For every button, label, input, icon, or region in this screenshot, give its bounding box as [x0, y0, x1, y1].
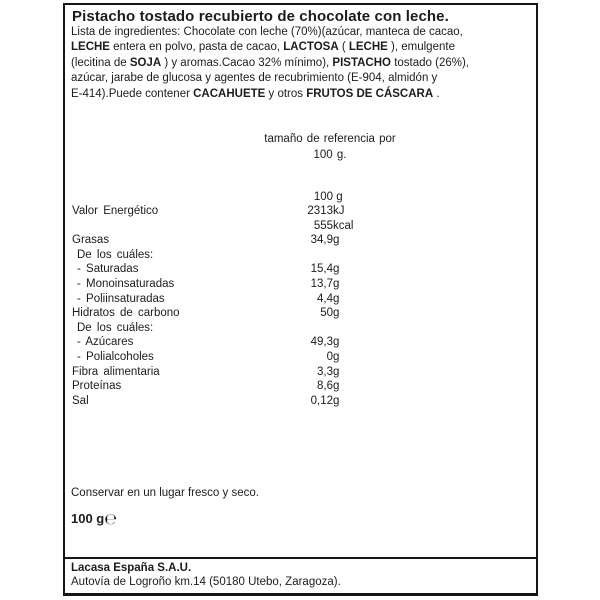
nutrition-row-number: 2313	[307, 205, 333, 217]
reference-header-line-1: tamaño de referencia por	[264, 133, 396, 145]
nutrition-row-label: De los cuáles:	[77, 248, 154, 261]
net-weight	[71, 510, 117, 528]
nutrition-row-value	[243, 292, 339, 307]
nutrition-row-value	[243, 204, 345, 219]
nutrition-row-label: - Poliinsaturadas	[77, 292, 165, 305]
nutrition-row-unit: g	[333, 307, 340, 320]
nutrition-row-label: - Azúcares	[77, 336, 134, 349]
nutrition-row-value	[243, 321, 333, 336]
nutrition-row-label: Valor Energético	[72, 205, 159, 217]
nutrition-row-number: 15,4	[310, 263, 333, 276]
nutrition-row-number: 0,12	[310, 394, 333, 407]
nutrition-row	[65, 204, 536, 219]
nutrition-row-value	[243, 350, 339, 365]
footer-divider	[65, 557, 536, 559]
nutrition-row-unit: g	[333, 277, 340, 290]
storage-instructions: Conservar en un lugar fresco y seco.	[71, 487, 259, 499]
net-weight-value: 100 g	[71, 511, 105, 526]
company-address: Autovía de Logroño km.14 (50180 Utebo, Zaragoza).	[71, 576, 341, 588]
nutrition-row-value	[243, 379, 339, 394]
product-label	[63, 3, 538, 596]
estimated-sign: ℮	[104, 510, 118, 528]
nutrition-row-label: - Saturadas	[77, 263, 139, 276]
ingredient-line: E-414).Puede contener CACAHUETE y otros FRUTOS DE CÁSCARA .	[71, 87, 440, 100]
nutrition-row-unit: g	[333, 380, 340, 393]
nutrition-row	[65, 248, 536, 263]
nutrition-row-unit: g	[333, 350, 340, 363]
nutrition-row-value	[243, 365, 339, 380]
nutrition-row	[65, 394, 536, 409]
ingredients-text	[71, 25, 469, 102]
nutrition-row-label: Grasas	[72, 234, 110, 247]
nutrition-row-label: Sal	[72, 394, 89, 407]
nutrition-reference-header	[195, 131, 465, 163]
nutrition-row-number: 4,4	[317, 292, 333, 305]
nutrition-row	[65, 292, 536, 307]
nutrition-row	[65, 379, 536, 394]
nutrition-row	[65, 335, 536, 350]
nutrition-row-number: 3,3	[317, 365, 333, 378]
product-title: Pistacho tostado recubierto de chocolate con leche.	[72, 8, 449, 25]
nutrition-row-number: 8,6	[317, 380, 333, 393]
nutrition-row-value	[243, 219, 353, 234]
nutrition-row-label: Proteínas	[72, 380, 122, 393]
column-header-value	[243, 190, 343, 205]
nutrition-row	[65, 233, 536, 248]
ingredient-line: azúcar, jarabe de glucosa y agentes de recubrimiento (E-904, almidón y	[71, 72, 438, 85]
nutrition-table	[65, 204, 536, 408]
nutrition-row-value	[243, 335, 339, 350]
nutrition-row-value	[243, 248, 333, 263]
nutrition-row-unit: g	[333, 263, 340, 276]
nutrition-row	[65, 321, 536, 336]
ingredient-line: LECHE entera en polvo, pasta de cacao, LACTOSA ( LECHE ), emulgente	[71, 41, 455, 54]
nutrition-row-label: - Polialcoholes	[77, 350, 154, 363]
nutrition-row-number: 0	[326, 350, 333, 363]
nutrition-row-label: Fibra alimentaria	[72, 365, 160, 378]
nutrition-column-header	[65, 190, 536, 205]
column-header-amount: 100	[313, 191, 333, 203]
nutrition-row-number: 34,9	[310, 234, 333, 247]
company-name: Lacasa España S.A.U.	[71, 562, 192, 574]
nutrition-row-unit: g	[333, 292, 340, 305]
nutrition-row	[65, 350, 536, 365]
ingredient-line: Lista de ingredientes: Chocolate con leche (70%)(azúcar, manteca de cacao,	[71, 26, 463, 38]
nutrition-row-number: 50	[320, 307, 333, 320]
nutrition-row-unit: g	[333, 234, 340, 247]
nutrition-row-label: Hidratos de carbono	[72, 307, 180, 320]
nutrition-row-value	[243, 306, 339, 321]
nutrition-row	[65, 262, 536, 277]
nutrition-row-unit: g	[333, 365, 340, 378]
nutrition-row-unit: kcal	[333, 219, 354, 232]
column-header-unit: g	[333, 191, 343, 203]
nutrition-row-number: 555	[313, 219, 333, 232]
nutrition-row-value	[243, 233, 339, 248]
nutrition-row-value	[243, 277, 339, 292]
nutrition-row-unit: g	[333, 336, 340, 349]
nutrition-row	[65, 277, 536, 292]
reference-header-line-2: 100 g.	[313, 149, 347, 161]
nutrition-row-value	[243, 262, 339, 277]
nutrition-row-number: 13,7	[310, 277, 333, 290]
nutrition-row-label: - Monoinsaturadas	[77, 277, 175, 290]
nutrition-row	[65, 219, 536, 234]
ingredient-line: (lecitina de SOJA ) y aromas.Cacao 32% mínimo), PISTACHO tostado (26%),	[71, 56, 469, 69]
nutrition-row-value	[243, 394, 339, 409]
nutrition-row	[65, 306, 536, 321]
nutrition-row-number: 49,3	[310, 336, 333, 349]
nutrition-row-unit: g	[333, 394, 340, 407]
nutrition-row	[65, 365, 536, 380]
nutrition-row-label: De los cuáles:	[77, 321, 154, 334]
nutrition-row-unit: kJ	[333, 205, 345, 217]
